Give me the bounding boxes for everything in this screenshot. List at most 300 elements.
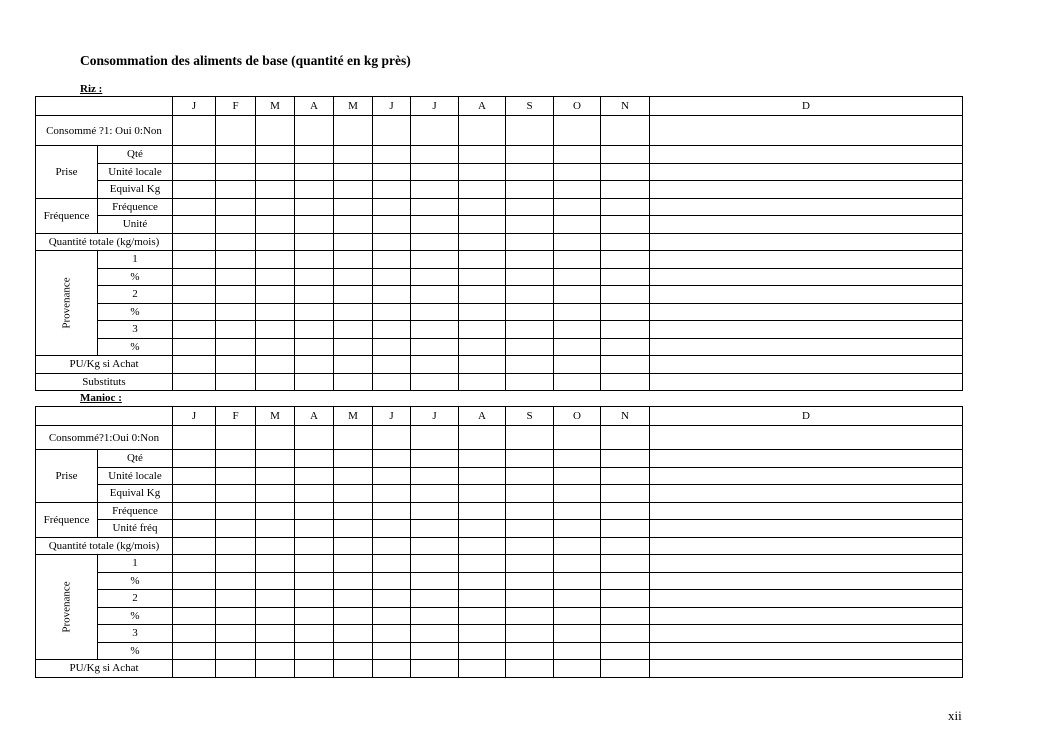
frequence-month-cell[interactable] xyxy=(256,198,295,216)
provenance-month-cell[interactable] xyxy=(256,303,295,321)
provenance-month-cell[interactable] xyxy=(554,303,601,321)
provenance-month-cell[interactable] xyxy=(411,303,459,321)
pu-month-cell[interactable] xyxy=(650,660,963,678)
prise-month-cell[interactable] xyxy=(459,181,506,199)
frequence-month-cell[interactable] xyxy=(554,198,601,216)
prise-month-cell[interactable] xyxy=(411,450,459,468)
quantite-month-cell[interactable] xyxy=(506,537,554,555)
consomme-month-cell[interactable] xyxy=(411,116,459,146)
frequence-month-cell[interactable] xyxy=(554,502,601,520)
consomme-month-cell[interactable] xyxy=(554,426,601,450)
prise-month-cell[interactable] xyxy=(459,163,506,181)
provenance-month-cell[interactable] xyxy=(650,321,963,339)
quantite-month-cell[interactable] xyxy=(601,537,650,555)
prise-month-cell[interactable] xyxy=(373,450,411,468)
prise-month-cell[interactable] xyxy=(411,485,459,503)
prise-month-cell[interactable] xyxy=(295,467,334,485)
provenance-month-cell[interactable] xyxy=(216,268,256,286)
prise-month-cell[interactable] xyxy=(295,181,334,199)
consomme-month-cell[interactable] xyxy=(506,426,554,450)
prise-month-cell[interactable] xyxy=(216,181,256,199)
consomme-month-cell[interactable] xyxy=(334,116,373,146)
provenance-month-cell[interactable] xyxy=(554,286,601,304)
prise-month-cell[interactable] xyxy=(554,467,601,485)
prise-month-cell[interactable] xyxy=(650,467,963,485)
provenance-month-cell[interactable] xyxy=(411,590,459,608)
frequence-month-cell[interactable] xyxy=(650,216,963,234)
provenance-month-cell[interactable] xyxy=(459,642,506,660)
provenance-month-cell[interactable] xyxy=(256,321,295,339)
provenance-month-cell[interactable] xyxy=(411,555,459,573)
provenance-month-cell[interactable] xyxy=(173,251,216,269)
prise-month-cell[interactable] xyxy=(411,146,459,164)
provenance-month-cell[interactable] xyxy=(554,572,601,590)
consomme-month-cell[interactable] xyxy=(459,426,506,450)
quantite-month-cell[interactable] xyxy=(459,233,506,251)
prise-month-cell[interactable] xyxy=(373,467,411,485)
provenance-month-cell[interactable] xyxy=(601,642,650,660)
prise-month-cell[interactable] xyxy=(216,450,256,468)
consomme-month-cell[interactable] xyxy=(373,116,411,146)
consomme-month-cell[interactable] xyxy=(650,426,963,450)
pu-month-cell[interactable] xyxy=(506,356,554,374)
prise-month-cell[interactable] xyxy=(256,450,295,468)
consomme-month-cell[interactable] xyxy=(216,116,256,146)
provenance-month-cell[interactable] xyxy=(334,268,373,286)
pu-month-cell[interactable] xyxy=(216,356,256,374)
substituts-month-cell[interactable] xyxy=(554,373,601,391)
frequence-month-cell[interactable] xyxy=(506,502,554,520)
pu-month-cell[interactable] xyxy=(373,660,411,678)
provenance-month-cell[interactable] xyxy=(373,268,411,286)
provenance-month-cell[interactable] xyxy=(173,625,216,643)
consomme-month-cell[interactable] xyxy=(295,116,334,146)
provenance-month-cell[interactable] xyxy=(334,642,373,660)
provenance-month-cell[interactable] xyxy=(650,338,963,356)
provenance-month-cell[interactable] xyxy=(256,625,295,643)
frequence-month-cell[interactable] xyxy=(216,216,256,234)
provenance-month-cell[interactable] xyxy=(411,642,459,660)
provenance-month-cell[interactable] xyxy=(256,251,295,269)
quantite-month-cell[interactable] xyxy=(411,233,459,251)
provenance-month-cell[interactable] xyxy=(373,338,411,356)
provenance-month-cell[interactable] xyxy=(295,286,334,304)
substituts-month-cell[interactable] xyxy=(256,373,295,391)
provenance-month-cell[interactable] xyxy=(411,607,459,625)
provenance-month-cell[interactable] xyxy=(411,286,459,304)
frequence-month-cell[interactable] xyxy=(554,216,601,234)
frequence-month-cell[interactable] xyxy=(373,216,411,234)
prise-month-cell[interactable] xyxy=(295,485,334,503)
provenance-month-cell[interactable] xyxy=(295,625,334,643)
frequence-month-cell[interactable] xyxy=(601,502,650,520)
provenance-month-cell[interactable] xyxy=(506,642,554,660)
provenance-month-cell[interactable] xyxy=(554,625,601,643)
provenance-month-cell[interactable] xyxy=(650,625,963,643)
provenance-month-cell[interactable] xyxy=(650,642,963,660)
provenance-month-cell[interactable] xyxy=(601,338,650,356)
prise-month-cell[interactable] xyxy=(295,450,334,468)
provenance-month-cell[interactable] xyxy=(506,268,554,286)
provenance-month-cell[interactable] xyxy=(216,555,256,573)
provenance-month-cell[interactable] xyxy=(459,251,506,269)
prise-month-cell[interactable] xyxy=(295,146,334,164)
provenance-month-cell[interactable] xyxy=(601,286,650,304)
pu-month-cell[interactable] xyxy=(601,660,650,678)
quantite-month-cell[interactable] xyxy=(650,233,963,251)
substituts-month-cell[interactable] xyxy=(373,373,411,391)
consomme-month-cell[interactable] xyxy=(173,426,216,450)
frequence-month-cell[interactable] xyxy=(601,520,650,538)
prise-month-cell[interactable] xyxy=(459,467,506,485)
prise-month-cell[interactable] xyxy=(334,450,373,468)
provenance-month-cell[interactable] xyxy=(334,338,373,356)
provenance-month-cell[interactable] xyxy=(295,642,334,660)
frequence-month-cell[interactable] xyxy=(295,198,334,216)
pu-month-cell[interactable] xyxy=(459,356,506,374)
substituts-month-cell[interactable] xyxy=(459,373,506,391)
provenance-month-cell[interactable] xyxy=(506,625,554,643)
provenance-month-cell[interactable] xyxy=(216,303,256,321)
provenance-month-cell[interactable] xyxy=(256,642,295,660)
prise-month-cell[interactable] xyxy=(554,163,601,181)
frequence-month-cell[interactable] xyxy=(216,502,256,520)
substituts-month-cell[interactable] xyxy=(601,373,650,391)
frequence-month-cell[interactable] xyxy=(601,198,650,216)
provenance-month-cell[interactable] xyxy=(216,590,256,608)
provenance-month-cell[interactable] xyxy=(459,625,506,643)
provenance-month-cell[interactable] xyxy=(373,572,411,590)
prise-month-cell[interactable] xyxy=(216,485,256,503)
substituts-month-cell[interactable] xyxy=(295,373,334,391)
provenance-month-cell[interactable] xyxy=(173,642,216,660)
consomme-month-cell[interactable] xyxy=(295,426,334,450)
provenance-month-cell[interactable] xyxy=(650,268,963,286)
provenance-month-cell[interactable] xyxy=(216,642,256,660)
provenance-month-cell[interactable] xyxy=(506,555,554,573)
frequence-month-cell[interactable] xyxy=(650,520,963,538)
frequence-month-cell[interactable] xyxy=(295,502,334,520)
prise-month-cell[interactable] xyxy=(459,146,506,164)
frequence-month-cell[interactable] xyxy=(459,520,506,538)
provenance-month-cell[interactable] xyxy=(506,286,554,304)
prise-month-cell[interactable] xyxy=(173,146,216,164)
frequence-month-cell[interactable] xyxy=(506,216,554,234)
provenance-month-cell[interactable] xyxy=(554,268,601,286)
provenance-month-cell[interactable] xyxy=(256,338,295,356)
prise-month-cell[interactable] xyxy=(373,163,411,181)
provenance-month-cell[interactable] xyxy=(459,607,506,625)
prise-month-cell[interactable] xyxy=(334,163,373,181)
pu-month-cell[interactable] xyxy=(334,356,373,374)
frequence-month-cell[interactable] xyxy=(216,520,256,538)
provenance-month-cell[interactable] xyxy=(334,607,373,625)
prise-month-cell[interactable] xyxy=(506,146,554,164)
provenance-month-cell[interactable] xyxy=(601,268,650,286)
provenance-month-cell[interactable] xyxy=(334,303,373,321)
provenance-month-cell[interactable] xyxy=(601,251,650,269)
provenance-month-cell[interactable] xyxy=(216,625,256,643)
prise-month-cell[interactable] xyxy=(373,181,411,199)
pu-month-cell[interactable] xyxy=(411,356,459,374)
substituts-month-cell[interactable] xyxy=(216,373,256,391)
provenance-month-cell[interactable] xyxy=(373,625,411,643)
provenance-month-cell[interactable] xyxy=(554,555,601,573)
frequence-month-cell[interactable] xyxy=(506,520,554,538)
pu-month-cell[interactable] xyxy=(256,356,295,374)
pu-month-cell[interactable] xyxy=(295,356,334,374)
prise-month-cell[interactable] xyxy=(216,467,256,485)
provenance-month-cell[interactable] xyxy=(459,590,506,608)
provenance-month-cell[interactable] xyxy=(295,555,334,573)
frequence-month-cell[interactable] xyxy=(173,198,216,216)
pu-month-cell[interactable] xyxy=(334,660,373,678)
provenance-month-cell[interactable] xyxy=(295,321,334,339)
prise-month-cell[interactable] xyxy=(411,181,459,199)
prise-month-cell[interactable] xyxy=(334,485,373,503)
prise-month-cell[interactable] xyxy=(601,467,650,485)
provenance-month-cell[interactable] xyxy=(650,572,963,590)
pu-month-cell[interactable] xyxy=(601,356,650,374)
quantite-month-cell[interactable] xyxy=(373,233,411,251)
frequence-month-cell[interactable] xyxy=(373,502,411,520)
provenance-month-cell[interactable] xyxy=(459,555,506,573)
substituts-month-cell[interactable] xyxy=(173,373,216,391)
frequence-month-cell[interactable] xyxy=(256,520,295,538)
quantite-month-cell[interactable] xyxy=(256,233,295,251)
frequence-month-cell[interactable] xyxy=(256,502,295,520)
frequence-month-cell[interactable] xyxy=(650,198,963,216)
prise-month-cell[interactable] xyxy=(601,181,650,199)
provenance-month-cell[interactable] xyxy=(334,572,373,590)
provenance-month-cell[interactable] xyxy=(334,251,373,269)
frequence-month-cell[interactable] xyxy=(459,216,506,234)
prise-month-cell[interactable] xyxy=(506,163,554,181)
frequence-month-cell[interactable] xyxy=(411,502,459,520)
provenance-month-cell[interactable] xyxy=(554,338,601,356)
pu-month-cell[interactable] xyxy=(216,660,256,678)
provenance-month-cell[interactable] xyxy=(506,590,554,608)
provenance-month-cell[interactable] xyxy=(411,572,459,590)
provenance-month-cell[interactable] xyxy=(173,607,216,625)
provenance-month-cell[interactable] xyxy=(216,572,256,590)
prise-month-cell[interactable] xyxy=(650,450,963,468)
provenance-month-cell[interactable] xyxy=(411,338,459,356)
frequence-month-cell[interactable] xyxy=(554,520,601,538)
consomme-month-cell[interactable] xyxy=(650,116,963,146)
pu-month-cell[interactable] xyxy=(506,660,554,678)
prise-month-cell[interactable] xyxy=(506,450,554,468)
provenance-month-cell[interactable] xyxy=(256,286,295,304)
provenance-month-cell[interactable] xyxy=(334,321,373,339)
prise-month-cell[interactable] xyxy=(334,146,373,164)
prise-month-cell[interactable] xyxy=(601,485,650,503)
prise-month-cell[interactable] xyxy=(650,146,963,164)
provenance-month-cell[interactable] xyxy=(173,303,216,321)
prise-month-cell[interactable] xyxy=(256,181,295,199)
quantite-month-cell[interactable] xyxy=(554,537,601,555)
provenance-month-cell[interactable] xyxy=(650,555,963,573)
provenance-month-cell[interactable] xyxy=(601,590,650,608)
provenance-month-cell[interactable] xyxy=(601,303,650,321)
provenance-month-cell[interactable] xyxy=(216,251,256,269)
frequence-month-cell[interactable] xyxy=(173,520,216,538)
frequence-month-cell[interactable] xyxy=(601,216,650,234)
provenance-month-cell[interactable] xyxy=(295,303,334,321)
provenance-month-cell[interactable] xyxy=(554,607,601,625)
provenance-month-cell[interactable] xyxy=(173,555,216,573)
frequence-month-cell[interactable] xyxy=(334,198,373,216)
prise-month-cell[interactable] xyxy=(601,163,650,181)
consomme-month-cell[interactable] xyxy=(506,116,554,146)
prise-month-cell[interactable] xyxy=(650,163,963,181)
provenance-month-cell[interactable] xyxy=(601,572,650,590)
prise-month-cell[interactable] xyxy=(373,485,411,503)
provenance-month-cell[interactable] xyxy=(256,555,295,573)
quantite-month-cell[interactable] xyxy=(216,537,256,555)
prise-month-cell[interactable] xyxy=(256,467,295,485)
consomme-month-cell[interactable] xyxy=(373,426,411,450)
consomme-month-cell[interactable] xyxy=(256,116,295,146)
consomme-month-cell[interactable] xyxy=(554,116,601,146)
prise-month-cell[interactable] xyxy=(295,163,334,181)
prise-month-cell[interactable] xyxy=(459,450,506,468)
provenance-month-cell[interactable] xyxy=(601,607,650,625)
provenance-month-cell[interactable] xyxy=(554,251,601,269)
quantite-month-cell[interactable] xyxy=(295,233,334,251)
provenance-month-cell[interactable] xyxy=(650,303,963,321)
pu-month-cell[interactable] xyxy=(554,356,601,374)
provenance-month-cell[interactable] xyxy=(216,607,256,625)
provenance-month-cell[interactable] xyxy=(216,321,256,339)
provenance-month-cell[interactable] xyxy=(650,286,963,304)
consomme-month-cell[interactable] xyxy=(411,426,459,450)
quantite-month-cell[interactable] xyxy=(601,233,650,251)
provenance-month-cell[interactable] xyxy=(459,286,506,304)
substituts-month-cell[interactable] xyxy=(506,373,554,391)
frequence-month-cell[interactable] xyxy=(334,520,373,538)
consomme-month-cell[interactable] xyxy=(216,426,256,450)
pu-month-cell[interactable] xyxy=(650,356,963,374)
frequence-month-cell[interactable] xyxy=(411,198,459,216)
prise-month-cell[interactable] xyxy=(554,146,601,164)
provenance-month-cell[interactable] xyxy=(459,338,506,356)
provenance-month-cell[interactable] xyxy=(295,268,334,286)
provenance-month-cell[interactable] xyxy=(295,607,334,625)
provenance-month-cell[interactable] xyxy=(295,251,334,269)
prise-month-cell[interactable] xyxy=(256,485,295,503)
substituts-month-cell[interactable] xyxy=(334,373,373,391)
frequence-month-cell[interactable] xyxy=(334,502,373,520)
provenance-month-cell[interactable] xyxy=(506,321,554,339)
provenance-month-cell[interactable] xyxy=(459,572,506,590)
prise-month-cell[interactable] xyxy=(554,181,601,199)
provenance-month-cell[interactable] xyxy=(373,590,411,608)
frequence-month-cell[interactable] xyxy=(411,216,459,234)
quantite-month-cell[interactable] xyxy=(650,537,963,555)
frequence-month-cell[interactable] xyxy=(334,216,373,234)
provenance-month-cell[interactable] xyxy=(373,555,411,573)
prise-month-cell[interactable] xyxy=(216,163,256,181)
pu-month-cell[interactable] xyxy=(295,660,334,678)
provenance-month-cell[interactable] xyxy=(334,286,373,304)
prise-month-cell[interactable] xyxy=(334,467,373,485)
provenance-month-cell[interactable] xyxy=(256,607,295,625)
prise-month-cell[interactable] xyxy=(601,146,650,164)
frequence-month-cell[interactable] xyxy=(256,216,295,234)
provenance-month-cell[interactable] xyxy=(601,625,650,643)
provenance-month-cell[interactable] xyxy=(554,590,601,608)
pu-month-cell[interactable] xyxy=(554,660,601,678)
provenance-month-cell[interactable] xyxy=(459,303,506,321)
provenance-month-cell[interactable] xyxy=(216,286,256,304)
provenance-month-cell[interactable] xyxy=(506,251,554,269)
prise-month-cell[interactable] xyxy=(411,467,459,485)
prise-month-cell[interactable] xyxy=(173,485,216,503)
provenance-month-cell[interactable] xyxy=(601,555,650,573)
provenance-month-cell[interactable] xyxy=(173,321,216,339)
provenance-month-cell[interactable] xyxy=(459,268,506,286)
provenance-month-cell[interactable] xyxy=(256,590,295,608)
consomme-month-cell[interactable] xyxy=(256,426,295,450)
provenance-month-cell[interactable] xyxy=(650,590,963,608)
prise-month-cell[interactable] xyxy=(373,146,411,164)
consomme-month-cell[interactable] xyxy=(173,116,216,146)
provenance-month-cell[interactable] xyxy=(506,572,554,590)
frequence-month-cell[interactable] xyxy=(373,520,411,538)
prise-month-cell[interactable] xyxy=(256,146,295,164)
quantite-month-cell[interactable] xyxy=(459,537,506,555)
quantite-month-cell[interactable] xyxy=(216,233,256,251)
pu-month-cell[interactable] xyxy=(373,356,411,374)
provenance-month-cell[interactable] xyxy=(173,338,216,356)
frequence-month-cell[interactable] xyxy=(650,502,963,520)
prise-month-cell[interactable] xyxy=(506,467,554,485)
quantite-month-cell[interactable] xyxy=(295,537,334,555)
prise-month-cell[interactable] xyxy=(650,485,963,503)
provenance-month-cell[interactable] xyxy=(411,625,459,643)
prise-month-cell[interactable] xyxy=(173,163,216,181)
frequence-month-cell[interactable] xyxy=(295,520,334,538)
provenance-month-cell[interactable] xyxy=(173,572,216,590)
frequence-month-cell[interactable] xyxy=(216,198,256,216)
provenance-month-cell[interactable] xyxy=(373,642,411,660)
consomme-month-cell[interactable] xyxy=(334,426,373,450)
provenance-month-cell[interactable] xyxy=(256,572,295,590)
provenance-month-cell[interactable] xyxy=(554,642,601,660)
frequence-month-cell[interactable] xyxy=(173,216,216,234)
provenance-month-cell[interactable] xyxy=(373,607,411,625)
prise-month-cell[interactable] xyxy=(650,181,963,199)
quantite-month-cell[interactable] xyxy=(334,537,373,555)
frequence-month-cell[interactable] xyxy=(173,502,216,520)
provenance-month-cell[interactable] xyxy=(554,321,601,339)
quantite-month-cell[interactable] xyxy=(334,233,373,251)
prise-month-cell[interactable] xyxy=(506,181,554,199)
provenance-month-cell[interactable] xyxy=(216,338,256,356)
provenance-month-cell[interactable] xyxy=(411,321,459,339)
consomme-month-cell[interactable] xyxy=(601,116,650,146)
substituts-month-cell[interactable] xyxy=(411,373,459,391)
quantite-month-cell[interactable] xyxy=(256,537,295,555)
quantite-month-cell[interactable] xyxy=(373,537,411,555)
provenance-month-cell[interactable] xyxy=(650,607,963,625)
frequence-month-cell[interactable] xyxy=(411,520,459,538)
provenance-month-cell[interactable] xyxy=(373,251,411,269)
provenance-month-cell[interactable] xyxy=(256,268,295,286)
provenance-month-cell[interactable] xyxy=(506,607,554,625)
provenance-month-cell[interactable] xyxy=(334,625,373,643)
